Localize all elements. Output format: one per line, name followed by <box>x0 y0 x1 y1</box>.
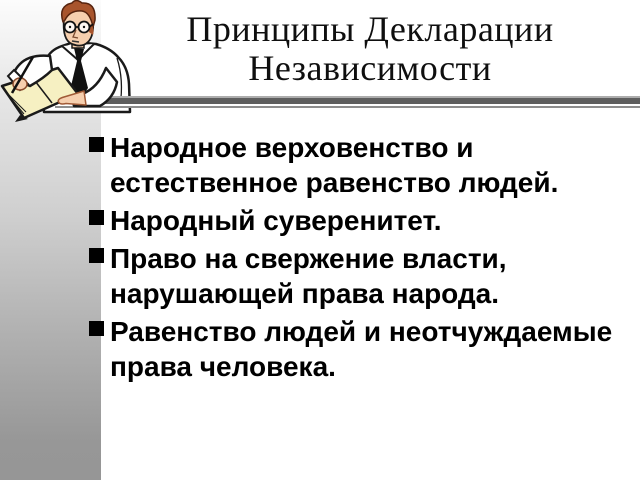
title-divider-rule <box>97 96 640 108</box>
man-writing-clipart <box>0 0 135 135</box>
slide-body <box>110 130 630 387</box>
divider-line-dark <box>97 98 640 104</box>
bullet-item: Народное верховенство и естественное равенство людей. <box>110 130 630 200</box>
man-writing-icon <box>0 0 135 135</box>
slide-title-line-2: Независимости <box>248 48 492 88</box>
slide-title-line-1: Принципы Декларации <box>186 9 554 49</box>
bullet-list <box>110 130 630 384</box>
divider-line-mid <box>97 106 640 108</box>
bullet-item: Право на свержение власти, нарушающей права народа. <box>110 241 630 311</box>
slide-title <box>100 10 640 88</box>
bullet-item: Равенство людей и неотчуждаемые права человека. <box>110 314 630 384</box>
bullet-item: Народный суверенитет. <box>110 203 630 238</box>
